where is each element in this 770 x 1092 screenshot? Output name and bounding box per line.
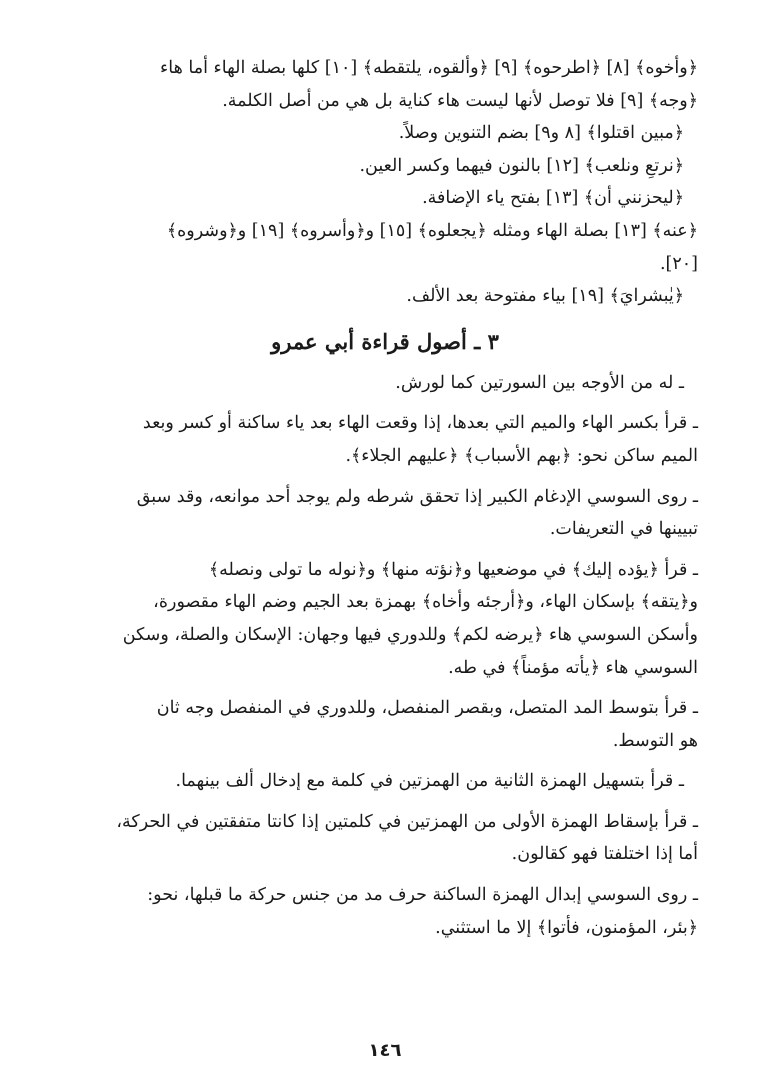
paragraph-line: و﴿يتقه﴾ بإسكان الهاء، و﴿أرجئه وأخاه﴾ بهمزة بعد الجيم وضم الهاء مقصورة، bbox=[153, 592, 698, 613]
paragraph-line: أما إذا اختلفتا فهو كقالون. bbox=[511, 844, 698, 865]
text-line: ﴿نرتعِ ونلعب﴾ [١٢] بالنون فيهما وكسر العين. bbox=[359, 155, 684, 176]
paragraph-line: ـ قرأ بتوسط المد المتصل، وبقصر المنفصل، وللدوري في المنفصل وجه ثان bbox=[156, 698, 698, 719]
paragraph-line: تبيينها في التعريفات. bbox=[549, 519, 698, 540]
page-number: ١٤٦ bbox=[368, 1040, 402, 1061]
paragraph-line: وأسكن السوسي هاء ﴿يرضه لكم﴾ وللدوري فيها وجهان: الإسكان والصلة، وسكن bbox=[122, 624, 698, 645]
paragraph-line: ـ قرأ بإسقاط الهمزة الأولى من الهمزتين في كلمتين إذا كانتا متفقتين في الحركة، bbox=[116, 811, 698, 832]
text-line: ﴿مبين اقتلوا﴾ [٨ و٩] بضم التنوين وصلاً. bbox=[398, 123, 684, 144]
paragraph-line: هو التوسط. bbox=[612, 730, 698, 751]
paragraph-line: ـ روى السوسي الإدغام الكبير إذا تحقق شرطه ولم يوجد أحد موانعه، وقد سبق bbox=[136, 486, 698, 507]
text-line: ﴿عنه﴾ [١٣] بصلة الهاء ومثله ﴿يجعلوه﴾ [١٥] و﴿وأسروه﴾ [١٩] و﴿وشروه﴾ bbox=[166, 220, 698, 241]
paragraph-line: ـ قرأ ﴿يؤده إليك﴾ في موضعيها و﴿نؤته منها﴾ و﴿نوله ما تولى ونصله﴾ bbox=[208, 559, 698, 580]
paragraph-line: السوسي هاء ﴿يأته مؤمناً﴾ في طه. bbox=[448, 657, 698, 678]
page-body bbox=[72, 52, 698, 944]
text-line: ﴿ليحزنني أن﴾ [١٣] بفتح ياء الإضافة. bbox=[422, 188, 684, 209]
paragraph-line: ـ روى السوسي إبدال الهمزة الساكنة حرف مد من جنس حركة ما قبلها، نحو: bbox=[147, 885, 698, 906]
text-line: ﴿يٰبشرايَ﴾ [١٩] بياء مفتوحة بعد الألف. bbox=[406, 286, 684, 307]
text-line: [٢٠]. bbox=[659, 253, 698, 274]
paragraph-line: ـ قرأ بكسر الهاء والميم التي بعدها، إذا وقعت الهاء بعد ياء ساكنة أو كسر وبعد bbox=[142, 413, 698, 434]
text-line: ﴿وأخوه﴾ [٨] ﴿اطرحوه﴾ [٩] ﴿وألقوه، يلتقطه﴾ [١٠] كلها بصلة الهاء أما هاء bbox=[160, 58, 698, 78]
text-line: ﴿وجه﴾ [٩] فلا توصل لأنها ليست هاء كناية بل هي من أصل الكلمة. bbox=[222, 90, 698, 111]
paragraph-line: ـ له من الأوجه بين السورتين كما لورش. bbox=[395, 372, 684, 393]
paragraph-line: ـ قرأ بتسهيل الهمزة الثانية من الهمزتين في كلمة مع إدخال ألف بينهما. bbox=[175, 771, 684, 792]
paragraph-line: الميم ساكن نحو: ﴿بهم الأسباب﴾ ﴿عليهم الجلاء﴾. bbox=[345, 445, 698, 466]
section-heading: ٣ ـ أصول قراءة أبي عمرو bbox=[271, 328, 499, 354]
paragraph-line: ﴿بئر، المؤمنون، فأتوا﴾ إلا ما استثني. bbox=[435, 917, 698, 938]
